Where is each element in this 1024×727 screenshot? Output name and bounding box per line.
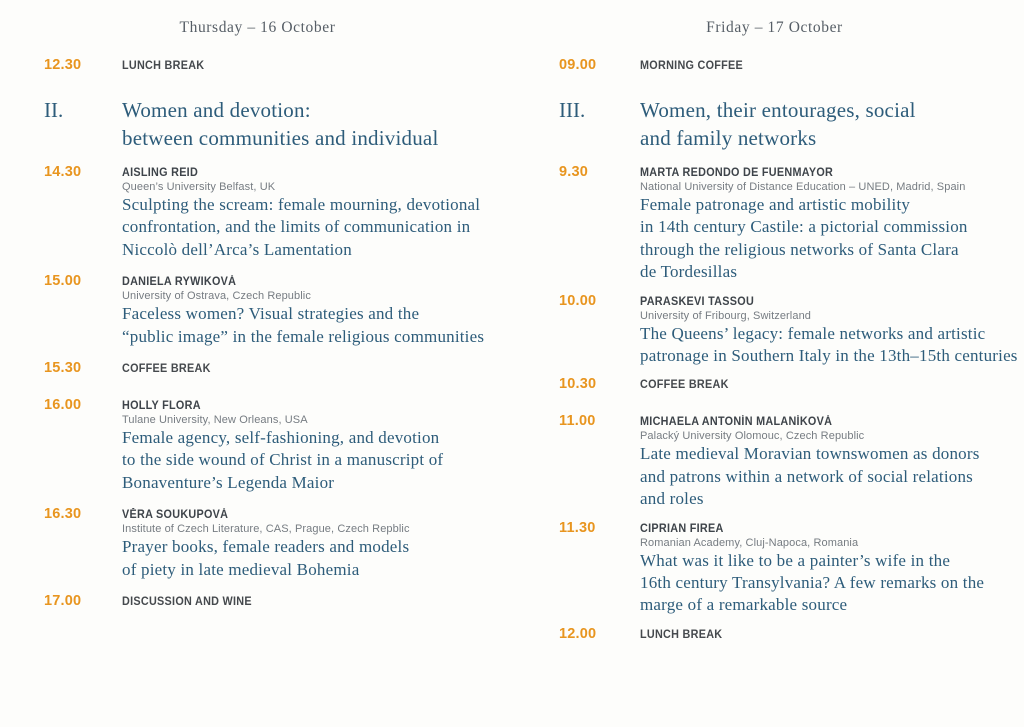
talk-title-line: confrontation, and the limits of communication in (122, 217, 471, 237)
break-label: LUNCH BREAK (122, 60, 205, 72)
talk-title-line: Female patronage and artistic mobility (640, 195, 911, 214)
time-label: 9.30 (559, 164, 589, 180)
break-label: DISCUSSION AND WINE (122, 596, 252, 609)
speaker-name: DANIELA RYWIKOVÁ (122, 276, 237, 289)
talk-title-line: Faceless women? Visual strategies and the (122, 304, 420, 324)
talk-title (122, 194, 480, 261)
time-label: 10.30 (559, 376, 597, 393)
talk-title (640, 194, 990, 284)
speaker-name: MARTA REDONDO DE FUENMAYOR (640, 167, 834, 179)
speaker-affiliation: Institute of Czech Literature, CAS, Prague, Czech Repblic (122, 523, 410, 536)
session-title (640, 96, 990, 152)
time-label: 15.30 (44, 360, 82, 377)
schedule-row-morning-coffee (559, 59, 990, 74)
speaker-affiliation: Palacký University Olomouc, Czech Republic (640, 430, 865, 443)
break-label: LUNCH BREAK (640, 628, 723, 641)
day-column-friday (559, 0, 1018, 665)
speaker-name: VĚRA SOUKUPOVÁ (122, 509, 229, 522)
talk-row (559, 166, 990, 284)
speaker-affiliation: Queen’s University Belfast, UK (122, 181, 276, 193)
break-label: COFFEE BREAK (640, 379, 729, 392)
talk-title-line: through the religious networks of Santa Clara (640, 239, 959, 259)
speaker-name: CIPRIAN FIREA (640, 522, 724, 535)
speaker-affiliation: University of Fribourg, Switzerland (640, 309, 812, 322)
talk-row (44, 508, 471, 581)
speaker-name: HOLLY FLORA (122, 400, 201, 413)
schedule-row-lunch-break (44, 59, 471, 74)
talk-title-line: and patrons within a network of social relations (640, 466, 973, 486)
talk-title (640, 323, 1018, 368)
talk-row (559, 292, 1018, 368)
talk-row (559, 415, 990, 510)
time-label: 11.00 (559, 413, 596, 430)
session-numeral: III. (559, 98, 586, 122)
session-numeral: II. (44, 98, 64, 122)
talk-title (122, 303, 484, 348)
speaker-affiliation: National University of Distance Education – UNED, Madrid, Spain (640, 181, 966, 193)
talk-title-line: What was it like to be a painter’s wife in the (640, 550, 951, 570)
time-label: 14.30 (44, 164, 82, 180)
talk-row (559, 519, 990, 617)
talk-title-line: Prayer books, female readers and models (122, 537, 410, 557)
session-title-line: between communities and individual (122, 126, 439, 150)
talk-title-line: of piety in late medieval Bohemia (122, 559, 360, 579)
talk-title-line: Niccolò dell’Arca’s Lamentation (122, 239, 352, 259)
speaker-name: MICHAELA ANTONÍN MALANÍKOVÁ (640, 416, 833, 429)
day-column-thursday (44, 0, 485, 632)
talk-title-line: de Tordesillas (640, 262, 738, 282)
time-label: 12.00 (559, 625, 597, 642)
talk-title-line: patronage in Southern Italy in the 13th–15th centuries (640, 346, 1018, 366)
talk-row (44, 273, 485, 348)
day-header: Friday – 17 October (706, 19, 843, 36)
talk-title-line: marge of a remarkable source (640, 595, 848, 615)
session-title-line: Women and devotion: (122, 98, 311, 122)
time-label: 16.30 (44, 506, 82, 523)
time-label: 09.00 (559, 57, 597, 73)
schedule-row-coffee-break (44, 362, 471, 377)
break-label: MORNING COFFEE (640, 60, 744, 72)
talk-title-line: Female agency, self-fashioning, and devotion (122, 428, 440, 448)
talk-row (44, 164, 481, 261)
talk-title-line: to the side wound of Christ in a manuscript of (122, 450, 444, 470)
talk-title-line: Late medieval Moravian townswomen as donors (640, 444, 980, 464)
schedule-row-coffee-break (559, 378, 990, 393)
talk-title-line: “public image” in the female religious communities (122, 326, 485, 346)
speaker-name: PARASKEVI TASSOU (640, 295, 755, 308)
talk-title-line: in 14th century Castile: a pictorial commission (640, 217, 968, 237)
time-label: 15.00 (44, 273, 82, 290)
schedule-row-discussion (44, 595, 471, 610)
session-row (44, 96, 471, 152)
time-label: 16.00 (44, 397, 82, 414)
talk-title-line: The Queens’ legacy: female networks and artistic (640, 323, 986, 343)
break-label: COFFEE BREAK (122, 363, 211, 376)
day-header: Thursday – 16 October (179, 19, 336, 36)
speaker-affiliation: University of Ostrava, Czech Republic (122, 290, 311, 303)
time-label: 17.00 (44, 593, 82, 610)
session-title (122, 96, 471, 152)
talk-title (122, 536, 471, 581)
talk-row (44, 399, 471, 494)
talk-title (640, 443, 990, 510)
talk-title-line: Sculpting the scream: female mourning, devotional (122, 195, 481, 214)
talk-title-line: Bonaventure’s Legenda Maior (122, 472, 335, 492)
time-label: 11.30 (559, 519, 596, 536)
time-label: 12.30 (44, 57, 82, 73)
talk-title (640, 550, 990, 617)
talk-title-line: 16th century Transylvania? A few remarks on the (640, 573, 985, 593)
session-row (559, 96, 990, 152)
session-title-line: and family networks (640, 126, 817, 150)
session-title-line: Women, their entourages, social (640, 98, 916, 122)
schedule-row-lunch-break (559, 625, 990, 643)
time-label: 10.00 (559, 292, 597, 309)
speaker-name: AISLING REID (122, 167, 199, 179)
speaker-affiliation: Tulane University, New Orleans, USA (122, 414, 308, 427)
talk-title-line: and roles (640, 489, 704, 509)
talk-title (122, 427, 471, 494)
speaker-affiliation: Romanian Academy, Cluj-Napoca, Romania (640, 536, 859, 549)
